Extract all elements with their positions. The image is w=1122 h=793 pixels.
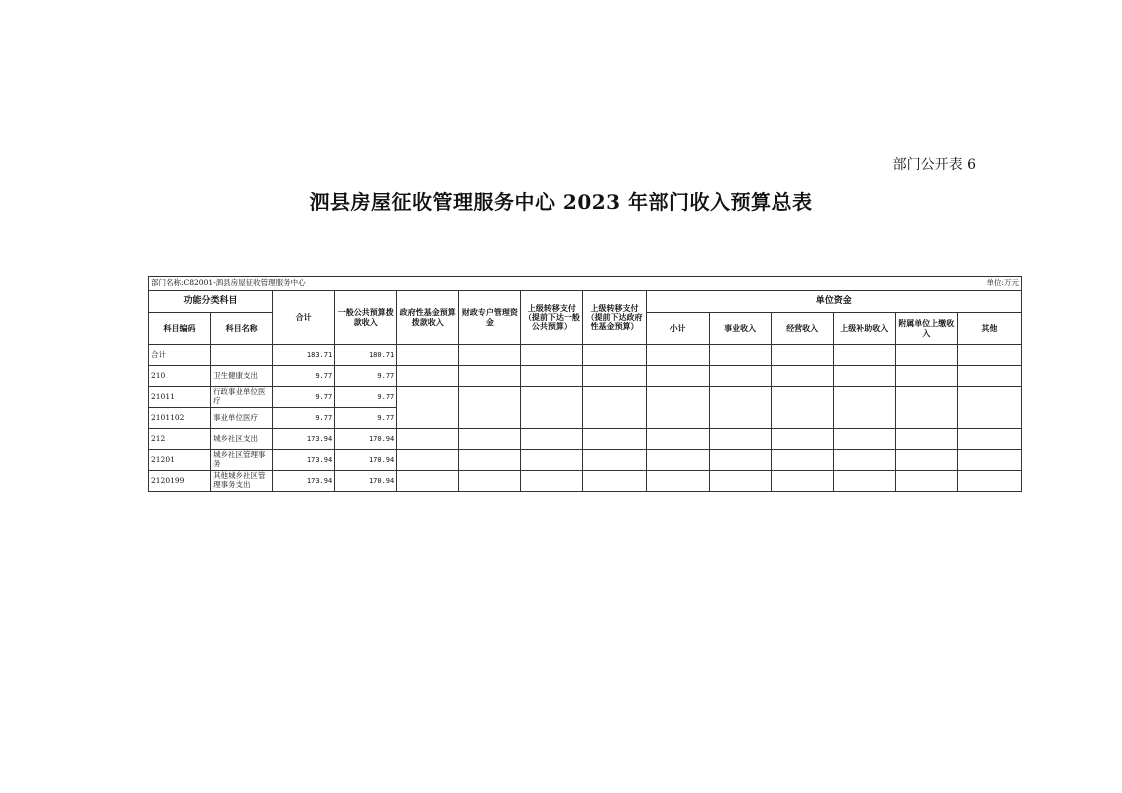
department-name: 部门名称:C82001-泗县房屋征收管理服务中心 (149, 277, 583, 291)
header-row-1 (149, 291, 1022, 313)
cell-code: 2101102 (149, 408, 211, 429)
header-total: 合计 (273, 291, 335, 345)
table-row (149, 429, 1022, 450)
header-transfer-general: 上级转移支付（提前下达一般公共预算） (521, 291, 583, 345)
cell-total: 9.77 (273, 408, 335, 429)
cell-total: 173.94 (273, 471, 335, 492)
table-row (149, 366, 1022, 387)
cell-code: 21011 (149, 387, 211, 408)
cell-code: 2120199 (149, 471, 211, 492)
cell-general: 170.94 (335, 471, 397, 492)
unit-label: 单位:万元 (583, 277, 1022, 291)
header-subsidy-income: 上级补助收入 (833, 313, 895, 345)
cell-total: 173.94 (273, 450, 335, 471)
header-function-classification: 功能分类科目 (149, 291, 273, 313)
cell-general: 9.77 (335, 366, 397, 387)
cell-total: 9.77 (273, 366, 335, 387)
cell-name: 卫生健康支出 (211, 366, 273, 387)
cell-code: 210 (149, 366, 211, 387)
header-business-income: 事业收入 (709, 313, 771, 345)
cell-name: 事业单位医疗 (211, 408, 273, 429)
header-unit-funds: 单位资金 (646, 291, 1021, 313)
header-affiliated-income: 附属单位上缴收入 (895, 313, 957, 345)
cell-name: 城乡社区管理事务 (211, 450, 273, 471)
cell-general: 9.77 (335, 387, 397, 408)
table-tag: 部门公开表 6 (892, 157, 976, 173)
cell-general: 170.94 (335, 450, 397, 471)
header-operating-income: 经营收入 (771, 313, 833, 345)
table-row (149, 387, 1022, 408)
cell-name (211, 345, 273, 366)
cell-name: 城乡社区支出 (211, 429, 273, 450)
header-subtotal: 小计 (646, 313, 709, 345)
table-row-total (149, 345, 1022, 366)
cell-total: 183.71 (273, 345, 335, 366)
cell-total: 9.77 (273, 387, 335, 408)
cell-code: 21201 (149, 450, 211, 471)
cell-name: 其他城乡社区管理事务支出 (211, 471, 273, 492)
header-general-budget: 一般公共预算拨款收入 (335, 291, 397, 345)
cell-code: 212 (149, 429, 211, 450)
cell-general: 180.71 (335, 345, 397, 366)
cell-code: 合计 (149, 345, 211, 366)
header-transfer-fund: 上级转移支付（提前下达政府性基金预算） (583, 291, 646, 345)
header-special-fund: 财政专户管理资金 (459, 291, 521, 345)
header-gov-fund: 政府性基金预算拨款收入 (397, 291, 459, 345)
meta-row (149, 277, 1022, 291)
cell-general: 9.77 (335, 408, 397, 429)
header-name: 科目名称 (211, 313, 273, 345)
header-other: 其他 (957, 313, 1021, 345)
cell-general: 170.94 (335, 429, 397, 450)
cell-total: 173.94 (273, 429, 335, 450)
cell-name: 行政事业单位医疗 (211, 387, 273, 408)
header-code: 科目编码 (149, 313, 211, 345)
page-title: 泗县房屋征收管理服务中心 2023 年部门收入预算总表 (309, 190, 813, 214)
table-row (149, 471, 1022, 492)
budget-table (148, 276, 1022, 492)
table-row (149, 450, 1022, 471)
